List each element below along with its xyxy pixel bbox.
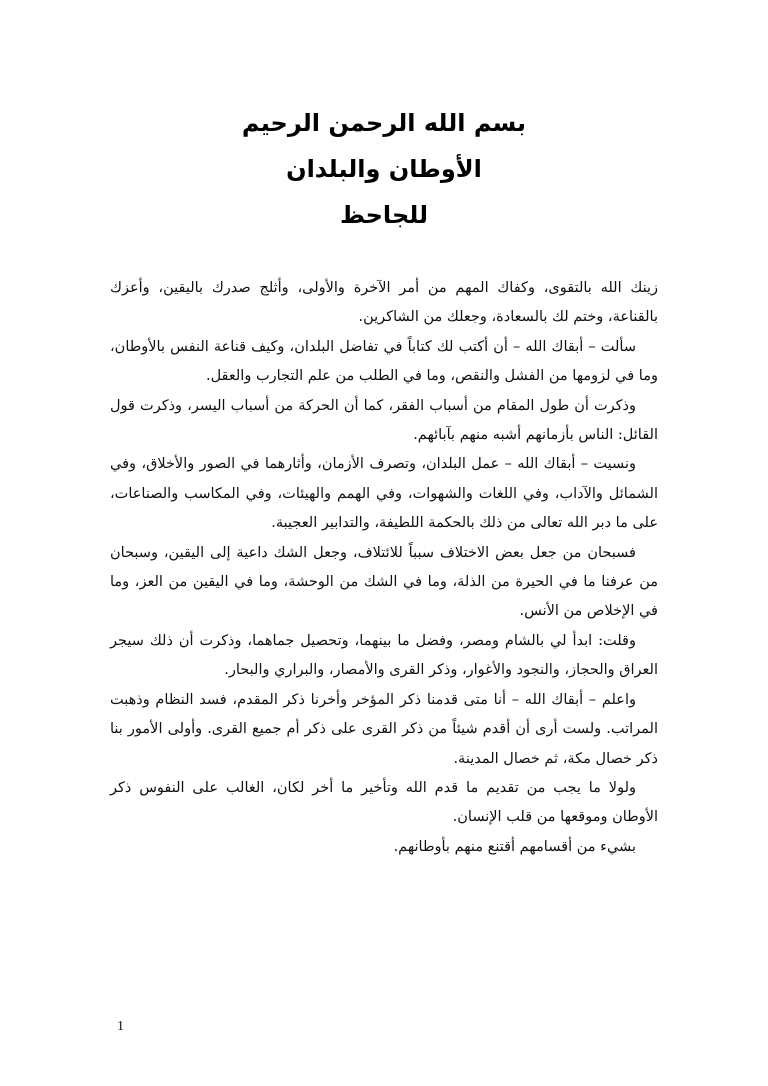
paragraph-7: واعلم – أبقاك الله – أنا متى قدمنا ذكر المؤخر وأخرنا ذكر المقدم، فسد النظام وذهبت المراتب. ولست أرى أن أقدم شيئاً من ذكر القرى على ذكر أم جميع القرى. وأولى الأمور بنا ذكر خصال مكة، ثم خصال المدينة. — [110, 691, 658, 767]
paragraph-4: ونسيت – أبقاك الله – عمل البلدان، وتصرف الأزمان، وأثارهما في الصور والأخلاق، وفي الشمائل والآداب، وفي اللغات والشهوات، وفي الهمم والهيئات، وفي المكاسب والصناعات، على ما دبر الله تعالى من ذلك بالحكمة اللطيفة، والتدابير العجيبة. — [110, 456, 658, 532]
paragraph-9: بشيء من أقسامهم أقتنع منهم بأوطانهم. — [393, 838, 636, 855]
paragraph-3: وذكرت أن طول المقام من أسباب الفقر، كما أن الحركة من أسباب اليسر، وذكرت قول القائل: الناس بأزمانهم أشبه منهم بآبائهم. — [110, 397, 658, 444]
basmala-heading: بسم الله الرحمن الرحيم — [241, 109, 527, 137]
body-text — [110, 274, 658, 862]
title-block — [0, 100, 768, 238]
paragraph-8: ولولا ما يجب من تقديم ما قدم الله وتأخير ما أخر لكان، الغالب على النفوس ذكر الأوطان وموقعها من قلب الإنسان. — [110, 779, 658, 826]
book-title: الأوطان والبلدان — [286, 155, 482, 183]
page-number: 1 — [117, 1019, 124, 1034]
paragraph-1: زينك الله بالتقوى، وكفاك المهم من أمر الآخرة والأولى، وأثلج صدرك باليقين، وأعزك بالقناعة، وختم لك بالسعادة، وجعلك من الشاكرين. — [110, 280, 658, 326]
paragraph-5: فسبحان من جعل بعض الاختلاف سبباً للائتلاف، وجعل الشك داعية إلى اليقين، وسبحان من عرفنا ما في الحيرة من الذلة، وما في الشك من الوحشة، وما في اليقين من العز، وما في الإخلاص من الأنس. — [110, 544, 658, 620]
paragraph-2: سألت – أبقاك الله – أن أكتب لك كتاباً في تفاضل البلدان، وكيف قناعة النفس بالأوطان، وما في لزومها من الفشل والنقص، وما في الطلب من علم التجارب والعقل. — [110, 338, 658, 385]
paragraph-6: وقلت: ابدأ لي بالشام ومصر، وفضل ما بينهما، وتحصيل جماهما، وذكرت أن ذلك سيجر العراق والحجاز، والنجود والأغوار، وذكر القرى والأمصار، والبراري والبحار. — [110, 632, 658, 679]
author-name: للجاحظ — [339, 201, 429, 229]
